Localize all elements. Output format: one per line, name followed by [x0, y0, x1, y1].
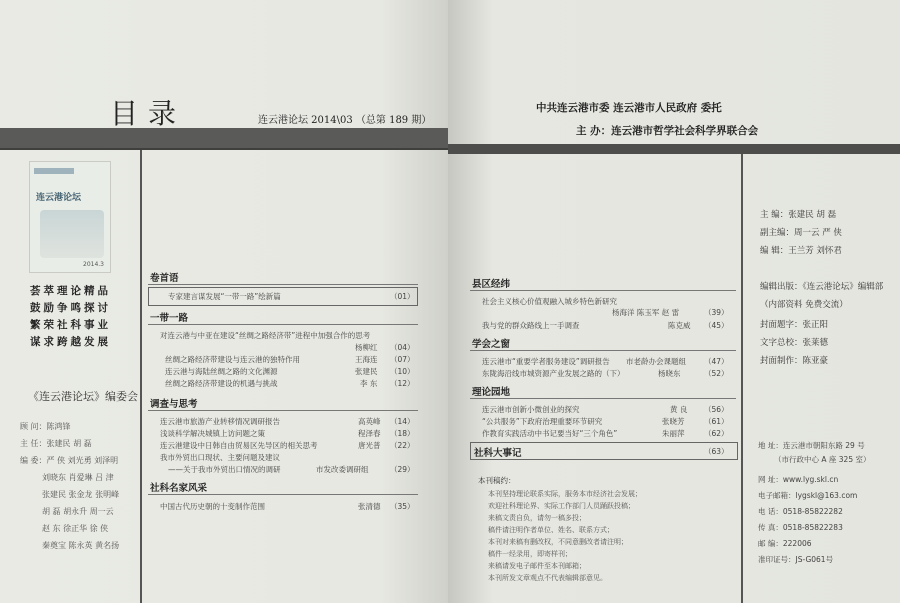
toc-entry-page: （52）	[704, 369, 729, 378]
toc-entry-page: （61）	[704, 417, 729, 426]
submission-line: 来稿文责自负，请勿一稿多投；	[488, 514, 586, 522]
editor-credit: 主 编：张建民 胡 磊	[760, 210, 837, 220]
toc-entry-page: （10）	[390, 367, 415, 376]
toc-entry-title[interactable]: 对连云港与中亚在建设“丝绸之路经济带”进程中加强合作的思考	[160, 331, 371, 340]
toc-entry-page: （47）	[704, 357, 729, 366]
publishing-credit: 封面制作：陈亚豪	[760, 356, 829, 366]
editor-credit: 副主编：周一云 严 侠	[760, 228, 842, 238]
cover-title: 连云港论坛	[36, 193, 82, 203]
toc-entry-page: （39）	[704, 308, 729, 317]
toc-entry-author: 唐光普	[358, 441, 381, 450]
toc-entry-title[interactable]: 连云港建设中日韩自由贸易区先导区的相关思考	[160, 441, 318, 450]
toc-entry-title[interactable]: 连云港市创新小微创业的探究	[482, 405, 580, 414]
contact-fax: 传 真：0518-85822283	[758, 523, 843, 532]
toc-entry-page: （45）	[704, 321, 729, 330]
committee-row: 赵 东 徐正华 徐 侠	[42, 524, 109, 533]
contact-postcode: 邮 编：222006	[758, 539, 812, 548]
committee-heading: 《连云港论坛》编委会	[28, 390, 138, 403]
publishing-credit: （内部资料 免费交流）	[760, 300, 848, 310]
toc-entry-title[interactable]: 连云港市旅游产业转移情况调研报告	[160, 417, 280, 426]
contact-address-note: （市行政中心 A 座 325 室）	[774, 455, 871, 464]
toc-entry-page: （35）	[390, 502, 415, 511]
toc-entry-page: （56）	[704, 405, 729, 414]
toc-entry-author: 市老龄办会课题组	[626, 357, 686, 366]
contact-address: 地 址：连云港市朝阳东路 29 号	[758, 441, 865, 450]
publishing-credit: 编辑出版：《连云港论坛》编辑部	[760, 282, 884, 292]
submission-heading: 本刊稿约：	[478, 476, 516, 485]
permit-number: 准印证号：JS-G061号	[758, 555, 834, 564]
section-heading: 学会之窗	[472, 339, 511, 350]
toc-entry-page: （18）	[390, 429, 415, 438]
committee-row: 顾 问：陈鸿锋	[20, 422, 71, 431]
toc-entry-author: 张建民	[355, 367, 378, 376]
section-heading: 卷首语	[150, 273, 179, 284]
sponsor-line: 中共连云港市委 连云港市人民政府 委托	[536, 102, 722, 114]
submission-line: 本刊所发文章观点不代表编辑部意见。	[488, 574, 607, 582]
column-divider	[741, 154, 743, 603]
toc-entry-title[interactable]: 连云港市“重要学者服务建设”调研报告	[482, 357, 610, 366]
section-rule	[148, 410, 418, 411]
section-heading: 县区经纬	[472, 279, 511, 290]
toc-entry-page: （22）	[390, 441, 415, 450]
toc-entry-title[interactable]: 丝绸之路经济带建设与连云港的独特作用	[165, 355, 300, 364]
toc-entry-title[interactable]: 浅谈科学解决城镇上访问题之策	[160, 429, 265, 438]
submission-line: 本刊对来稿有删改权，不同意删改者请注明；	[488, 538, 628, 546]
contact-phone: 电 话：0518-85822282	[758, 507, 843, 516]
contact-website[interactable]: 网 址：www.lyg.skl.cn	[758, 475, 839, 484]
committee-row: 主 任：张建民 胡 磊	[20, 439, 92, 448]
submission-line: 稿件请注明作者单位、姓名、联系方式；	[488, 526, 614, 534]
toc-entry-page: （01）	[390, 292, 415, 301]
section-rule	[148, 284, 418, 285]
toc-entry-author: 张清德	[358, 502, 381, 511]
toc-entry-author: 市发改委调研组	[316, 465, 369, 474]
publishing-credit: 文字总校：张莱德	[760, 338, 829, 348]
section-heading: 调查与思考	[150, 399, 198, 410]
toc-entry-title[interactable]: 我市外贸出口现状、主要问题及建议	[160, 453, 280, 462]
section-rule	[470, 350, 736, 351]
section-heading: 一带一路	[150, 313, 189, 324]
toc-entry-title[interactable]: 丝绸之路经济带建设的机遇与挑战	[165, 379, 278, 388]
cover-issue-number: 2014.3	[83, 261, 104, 268]
committee-row: 张建民 张金龙 张明峰	[42, 490, 120, 499]
section-heading: 社科名家风采	[150, 483, 208, 494]
toc-entry-author: 李 东	[360, 379, 378, 388]
toc-entry-title[interactable]: 东陇海沿线市城资源产业发展之路的（下）	[482, 369, 625, 378]
toc-entry-author: 杨晓东	[658, 369, 681, 378]
host-line: 主 办：连云港市哲学社会科学界联合会	[576, 125, 759, 137]
toc-entry-author: 高英峰	[358, 417, 381, 426]
cover-illustration	[40, 210, 104, 258]
submission-line: 来稿请发电子邮件至本刊邮箱；	[488, 562, 586, 570]
section-heading: 理论园地	[472, 387, 511, 398]
masthead-page	[448, 0, 900, 603]
slogan-line: 繁荣社科事业	[30, 319, 111, 331]
slogan-line: 鼓励争鸣探讨	[30, 302, 111, 314]
section-rule	[148, 324, 418, 325]
toc-entry-author: 王海连	[355, 355, 378, 364]
committee-row: 胡 磊 胡永升 周一云	[42, 507, 114, 516]
toc-entry-title[interactable]: 连云港与海陆丝绸之路的文化渊源	[165, 367, 278, 376]
toc-entry-title[interactable]: 我与党的群众路线上一手调查	[482, 321, 580, 330]
submission-line: 稿件一经录用，即寄样刊；	[488, 550, 572, 558]
column-divider	[140, 150, 142, 603]
cover-logo	[34, 168, 74, 174]
toc-entry-title[interactable]: 专家建言谋发展“一带一路”绘新篇	[168, 292, 281, 301]
submission-line: 本刊坚持理论联系实际，服务本市经济社会发展；	[488, 490, 642, 498]
committee-row: 编 委：严 侠 刘光勇 刘泽明	[20, 456, 119, 465]
toc-entry-page: （07）	[390, 355, 415, 364]
section-rule	[470, 398, 736, 399]
toc-entry-author: 杨柳红	[355, 343, 378, 352]
toc-entry-author: 黄 良	[670, 405, 688, 414]
header-band	[0, 128, 448, 150]
toc-entry-title[interactable]: 中国古代历史朝的十变制作范围	[160, 502, 265, 511]
toc-entry-author: 陈克威	[668, 321, 691, 330]
toc-entry-page: （12）	[390, 379, 415, 388]
toc-entry-subtitle[interactable]: ——关于我市外贸出口情况的调研	[168, 465, 281, 474]
toc-entry-page: （04）	[390, 343, 415, 352]
toc-entry-title[interactable]: “公共服务”下政府治理重要环节研究	[482, 417, 603, 426]
section-heading: 社科大事记	[474, 448, 522, 459]
editor-credit: 编 辑：王兰芳 刘怀君	[760, 246, 842, 256]
toc-entry-page: （62）	[704, 429, 729, 438]
contents-page	[0, 0, 448, 603]
page-title: 目录	[110, 97, 187, 130]
section-rule	[470, 290, 736, 291]
header-band	[448, 144, 900, 154]
toc-entry-title[interactable]: 作教育实践活动中书记要当好“三个角色”	[482, 429, 618, 438]
slogan-line: 荟萃理论精品	[30, 285, 111, 297]
cover-thumbnail	[30, 162, 110, 272]
committee-row: 秦奠宝 陈永英 黄名扬	[42, 541, 120, 550]
slogan-line: 谋求跨越发展	[30, 336, 111, 348]
toc-entry-page: （29）	[390, 465, 415, 474]
toc-entry-author: 杨海洋 陈玉军 赵 雷	[612, 308, 680, 317]
issue-label: 连云港论坛 2014\03 （总第 189 期）	[258, 115, 432, 126]
contact-email[interactable]: 电子邮箱：lygskl@163.com	[758, 491, 858, 500]
publishing-credit: 封面题字：张正阳	[760, 320, 829, 330]
toc-entry-author: 张晓芳	[662, 417, 685, 426]
committee-row: 刘晓东 肖爱琳 吕 津	[42, 473, 114, 482]
toc-entry-page: （63）	[704, 447, 729, 456]
toc-entry-author: 程泽春	[358, 429, 381, 438]
toc-entry-page: （14）	[390, 417, 415, 426]
toc-entry-author: 朱丽萍	[662, 429, 685, 438]
section-rule	[148, 494, 418, 495]
toc-entry-title[interactable]: 社会主义核心价值观融入城乡特色新研究	[482, 297, 617, 306]
submission-line: 欢迎社科理论界、实际工作部门人员踊跃投稿；	[488, 502, 635, 510]
